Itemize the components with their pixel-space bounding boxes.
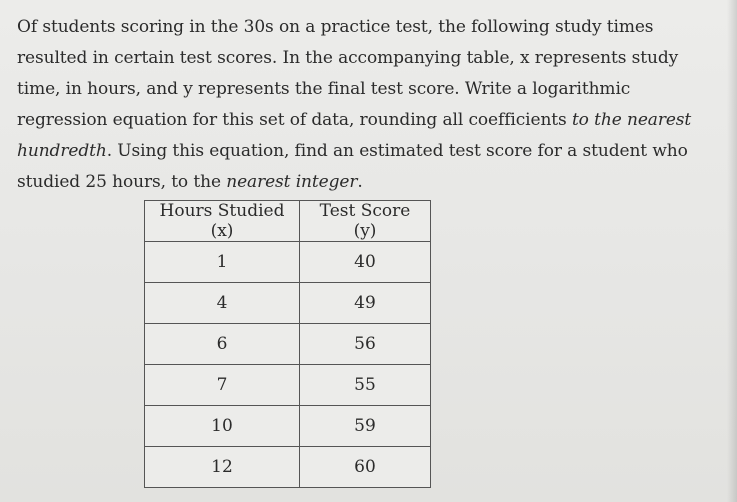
cell-score: 40 xyxy=(300,242,431,283)
table-row xyxy=(145,365,431,406)
cell-hours: 10 xyxy=(145,406,300,447)
cell-hours: 4 xyxy=(145,283,300,324)
cell-score: 56 xyxy=(300,324,431,365)
data-table xyxy=(144,200,431,488)
problem-text-emphasis-hundredth: to the nearest hundredth xyxy=(17,110,692,161)
table-row xyxy=(145,283,431,324)
problem-text-part-1: Of students scoring in the 30s on a practice test, the following study times resulted in certain test scores. In the accompanying table, x represents study time, in hours, and y represents the final test score. Write a logarithmic regression equation for this set of data, rounding all coefficients xyxy=(17,17,679,130)
cell-score: 59 xyxy=(300,406,431,447)
problem-text-part-5: . xyxy=(357,172,363,192)
problem-text xyxy=(17,12,722,198)
table-header-row xyxy=(145,201,431,242)
table-row xyxy=(145,406,431,447)
table-row xyxy=(145,447,431,488)
problem-text-emphasis-integer: nearest integer xyxy=(226,172,358,192)
cell-hours: 7 xyxy=(145,365,300,406)
header-test-score: Test Score (y) xyxy=(300,201,431,242)
cell-score: 60 xyxy=(300,447,431,488)
cell-hours: 6 xyxy=(145,324,300,365)
problem-text-part-3: . Using this equation, find an estimated test score for a student who studied 25 hours, to the xyxy=(17,141,688,192)
cell-score: 49 xyxy=(300,283,431,324)
table-row xyxy=(145,242,431,283)
page-edge-shadow xyxy=(727,0,737,502)
cell-hours: 1 xyxy=(145,242,300,283)
cell-score: 55 xyxy=(300,365,431,406)
table-row xyxy=(145,324,431,365)
cell-hours: 12 xyxy=(145,447,300,488)
header-hours-studied: Hours Studied (x) xyxy=(145,201,300,242)
